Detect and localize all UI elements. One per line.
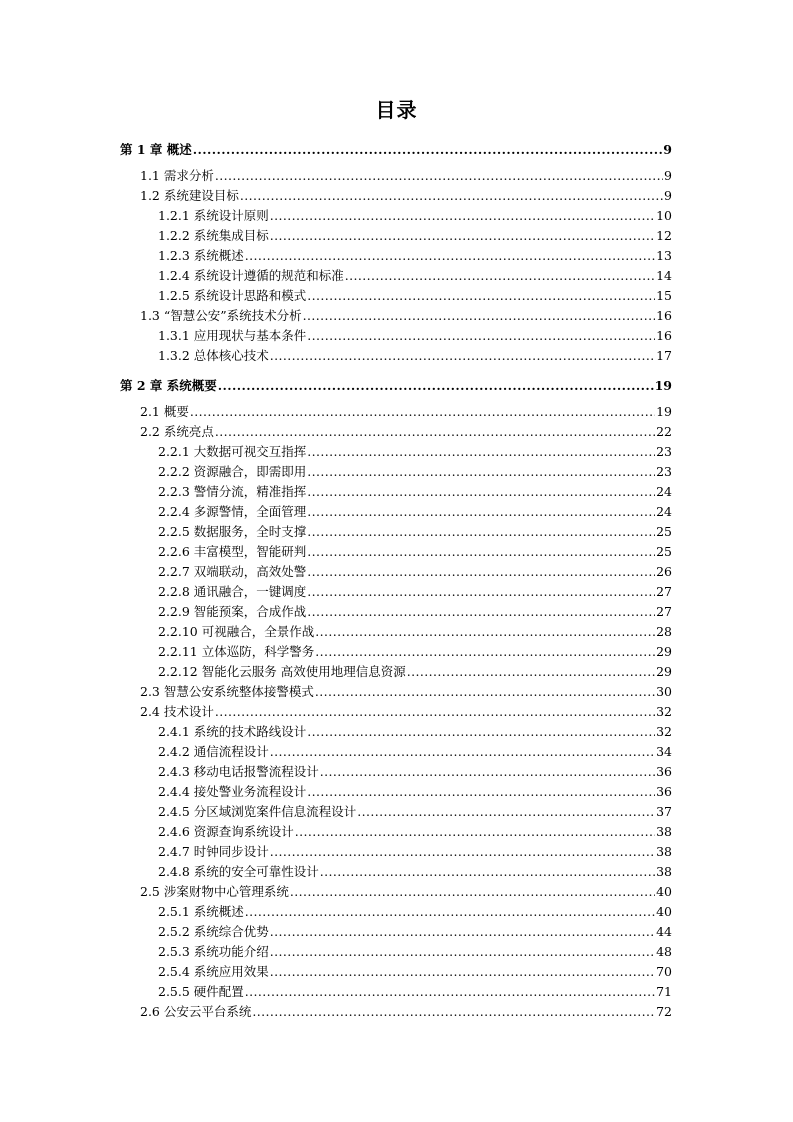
toc-dot-leader [218, 376, 654, 396]
toc-page-number: 38 [656, 824, 672, 839]
toc-page-number: 22 [656, 424, 672, 439]
toc-entry[interactable] [158, 942, 672, 962]
toc-entry[interactable] [158, 962, 672, 982]
toc-entry[interactable] [158, 982, 672, 1002]
toc-dot-leader [215, 422, 655, 442]
toc-entry[interactable] [158, 842, 672, 862]
toc-entry-label: 2.1 概要 [140, 404, 189, 419]
toc-page-number: 36 [656, 764, 672, 779]
toc-dot-leader [307, 722, 655, 742]
toc-page-number: 29 [656, 644, 672, 659]
toc-dot-leader [315, 622, 655, 642]
toc-entry[interactable] [158, 582, 672, 602]
toc-entry-label: 2.2.2 资源融合，即需即用 [158, 464, 307, 479]
toc-entry-label: 2.4.3 移动电话报警流程设计 [158, 764, 319, 779]
toc-entry-label: 2.3 智慧公安系统整体接警模式 [140, 684, 314, 699]
toc-entry[interactable] [158, 326, 672, 346]
toc-entry-label: 2.2.6 丰富模型，智能研判 [158, 544, 307, 559]
toc-entry[interactable] [158, 482, 672, 502]
toc-entry[interactable] [158, 562, 672, 582]
toc-dot-leader [345, 266, 655, 286]
toc-entry[interactable] [158, 246, 672, 266]
toc-entry-label: 2.5 涉案财物中心管理系统 [140, 884, 289, 899]
toc-entry[interactable] [158, 542, 672, 562]
toc-entry[interactable] [158, 662, 672, 682]
toc-entry[interactable] [158, 742, 672, 762]
toc-page-number: 30 [656, 684, 672, 699]
toc-dot-leader [307, 562, 655, 582]
toc-page-number: 19 [656, 404, 672, 419]
toc-dot-leader [320, 862, 655, 882]
toc-entry-label: 2.5.3 系统功能介绍 [158, 944, 269, 959]
toc-entry[interactable] [158, 762, 672, 782]
toc-dot-leader [307, 442, 655, 462]
toc-entry-label: 2.4.8 系统的安全可靠性设计 [158, 864, 319, 879]
toc-dot-leader [303, 306, 655, 326]
toc-page-number: 27 [656, 584, 672, 599]
toc-dot-leader [307, 582, 655, 602]
toc-dot-leader [190, 402, 655, 422]
toc-entry[interactable] [140, 166, 672, 186]
toc-entry-label: 2.5.1 系统概述 [158, 904, 244, 919]
toc-dot-leader [245, 246, 655, 266]
toc-entry[interactable] [140, 682, 672, 702]
toc-page-number: 16 [656, 328, 672, 343]
toc-entry-label: 2.5.2 系统综合优势 [158, 924, 269, 939]
toc-dot-leader [240, 186, 663, 206]
toc-page-number: 9 [664, 168, 672, 183]
toc-page-number: 48 [656, 944, 672, 959]
toc-page-number: 25 [656, 544, 672, 559]
toc-page-number: 24 [656, 504, 672, 519]
toc-page-number: 34 [656, 744, 672, 759]
toc-entry-label: 1.2.3 系统概述 [158, 248, 244, 263]
toc-dot-leader [290, 882, 655, 902]
toc-entry-label: 2.4.7 时钟同步设计 [158, 844, 269, 859]
toc-entry-label: 2.2.12 智能化云服务 高效使用地理信息资源 [158, 664, 406, 679]
toc-entry-label: 2.2.7 双端联动，高效处警 [158, 564, 307, 579]
toc-dot-leader [270, 942, 655, 962]
toc-page-number: 32 [656, 704, 672, 719]
toc-entry[interactable] [158, 642, 672, 662]
toc-page-number: 44 [656, 924, 672, 939]
toc-page-number: 37 [656, 804, 672, 819]
toc-entry-label: 2.2.1 大数据可视交互指挥 [158, 444, 307, 459]
toc-entry[interactable] [158, 922, 672, 942]
toc-page-number: 16 [656, 308, 672, 323]
toc-page-number: 71 [656, 984, 672, 999]
toc-dot-leader [270, 346, 655, 366]
toc-entry-label: 2.2 系统亮点 [140, 424, 214, 439]
toc-dot-leader [270, 206, 655, 226]
toc-page-number: 9 [664, 188, 672, 203]
toc-entry[interactable] [158, 622, 672, 642]
toc-entry[interactable] [140, 882, 672, 902]
toc-page-number: 32 [656, 724, 672, 739]
toc-entry[interactable] [140, 186, 672, 206]
toc-dot-leader [307, 462, 655, 482]
toc-entry-label: 第 1 章 概述 [120, 142, 192, 157]
toc-entry[interactable] [158, 722, 672, 742]
toc-dot-leader [193, 140, 663, 160]
toc-dot-leader [307, 542, 655, 562]
toc-page-number: 23 [656, 444, 672, 459]
toc-dot-leader [295, 822, 655, 842]
toc-chapter-entry[interactable] [120, 376, 672, 396]
toc-entry-label: 2.4.5 分区域浏览案件信息流程设计 [158, 804, 357, 819]
toc-dot-leader [270, 962, 655, 982]
toc-entry[interactable] [158, 902, 672, 922]
toc-entry-label: 1.3.2 总体核心技术 [158, 348, 269, 363]
toc-dot-leader [270, 742, 655, 762]
toc-entry[interactable] [158, 266, 672, 286]
toc-entry[interactable] [158, 286, 672, 306]
toc-entry-label: 2.5.5 硬件配置 [158, 984, 244, 999]
toc-entry[interactable] [158, 862, 672, 882]
toc-dot-leader [407, 662, 655, 682]
toc-page-number: 9 [663, 142, 672, 157]
toc-entry-label: 2.4 技术设计 [140, 704, 214, 719]
toc-page-number: 38 [656, 864, 672, 879]
toc-entry-label: 1.1 需求分析 [140, 168, 214, 183]
toc-entry[interactable] [158, 522, 672, 542]
toc-page-number: 29 [656, 664, 672, 679]
toc-entry[interactable] [158, 782, 672, 802]
toc-dot-leader [357, 802, 655, 822]
toc-page-number: 23 [656, 464, 672, 479]
toc-entry-label: 2.2.8 通讯融合，一键调度 [158, 584, 307, 599]
toc-entry-label: 1.3 “智慧公安”系统技术分析 [140, 308, 302, 323]
toc-entry-label: 1.2.2 系统集成目标 [158, 228, 269, 243]
toc-entry[interactable] [158, 802, 672, 822]
toc-entry-label: 1.2.5 系统设计思路和模式 [158, 288, 307, 303]
toc-dot-leader [245, 982, 655, 1002]
toc-entry[interactable] [158, 206, 672, 226]
toc-dot-leader [307, 326, 655, 346]
toc-entry[interactable] [158, 502, 672, 522]
toc-entry[interactable] [140, 422, 672, 442]
toc-page-number: 72 [656, 1004, 672, 1019]
toc-entry-label: 2.2.10 可视融合，全景作战 [158, 624, 315, 639]
toc-entry[interactable] [140, 306, 672, 326]
toc-entry-label: 2.2.5 数据服务，全时支撑 [158, 524, 307, 539]
toc-entry-label: 2.2.9 智能预案，合成作战 [158, 604, 307, 619]
toc-dot-leader [215, 166, 663, 186]
toc-entry-label: 2.6 公安云平台系统 [140, 1004, 252, 1019]
toc-entry[interactable] [158, 226, 672, 246]
toc-entry[interactable] [158, 462, 672, 482]
toc-page-number: 25 [656, 524, 672, 539]
toc-entry-label: 2.5.4 系统应用效果 [158, 964, 269, 979]
toc-entry-label: 2.2.3 警情分流，精准指挥 [158, 484, 307, 499]
toc-page-number: 15 [656, 288, 672, 303]
toc-page-number: 36 [656, 784, 672, 799]
toc-dot-leader [307, 286, 655, 306]
toc-page-number: 19 [654, 378, 672, 393]
toc-entry-label: 2.2.11 立体巡防，科学警务 [158, 644, 315, 659]
toc-entry[interactable] [140, 702, 672, 722]
toc-page-number: 24 [656, 484, 672, 499]
toc-page-number: 40 [656, 884, 672, 899]
toc-page-number: 10 [656, 208, 672, 223]
toc-entry[interactable] [140, 402, 672, 422]
toc-dot-leader [315, 682, 655, 702]
toc-dot-leader [252, 1002, 655, 1022]
page-title: 目录 [375, 98, 418, 122]
toc-page-number: 17 [656, 348, 672, 363]
toc-page-number: 40 [656, 904, 672, 919]
toc-page-number: 26 [656, 564, 672, 579]
toc-chapter-entry[interactable] [120, 140, 672, 160]
toc-dot-leader [270, 922, 655, 942]
toc-dot-leader [307, 502, 655, 522]
toc-page-number: 70 [656, 964, 672, 979]
toc-entry[interactable] [140, 1002, 672, 1022]
toc-page-number: 38 [656, 844, 672, 859]
toc-dot-leader [307, 522, 655, 542]
toc-entry[interactable] [158, 602, 672, 622]
toc-dot-leader [307, 602, 655, 622]
toc-dot-leader [270, 842, 655, 862]
toc-entry-label: 1.3.1 应用现状与基本条件 [158, 328, 307, 343]
toc-dot-leader [315, 642, 655, 662]
toc-dot-leader [307, 782, 655, 802]
toc-dot-leader [215, 702, 655, 722]
toc-entry[interactable] [158, 346, 672, 366]
toc-entry-label: 2.4.1 系统的技术路线设计 [158, 724, 307, 739]
toc-dot-leader [245, 902, 655, 922]
toc-entry-label: 1.2.1 系统设计原则 [158, 208, 269, 223]
toc-entry-label: 第 2 章 系统概要 [120, 378, 217, 393]
toc-entry[interactable] [158, 442, 672, 462]
toc-page-number: 14 [656, 268, 672, 283]
toc-entry-label: 2.4.6 资源查询系统设计 [158, 824, 294, 839]
toc-entry-label: 2.4.2 通信流程设计 [158, 744, 269, 759]
toc-page-number: 13 [656, 248, 672, 263]
toc-entry-label: 2.4.4 接处警业务流程设计 [158, 784, 307, 799]
toc-entry-label: 2.2.4 多源警情，全面管理 [158, 504, 307, 519]
toc-entry-label: 1.2.4 系统设计遵循的规范和标准 [158, 268, 344, 283]
toc-dot-leader [270, 226, 655, 246]
toc-dot-leader [307, 482, 655, 502]
toc-page-number: 28 [656, 624, 672, 639]
toc-entry[interactable] [158, 822, 672, 842]
toc-page-number: 27 [656, 604, 672, 619]
toc-entry-label: 1.2 系统建设目标 [140, 188, 239, 203]
toc-dot-leader [320, 762, 655, 782]
toc-page-number: 12 [656, 228, 672, 243]
